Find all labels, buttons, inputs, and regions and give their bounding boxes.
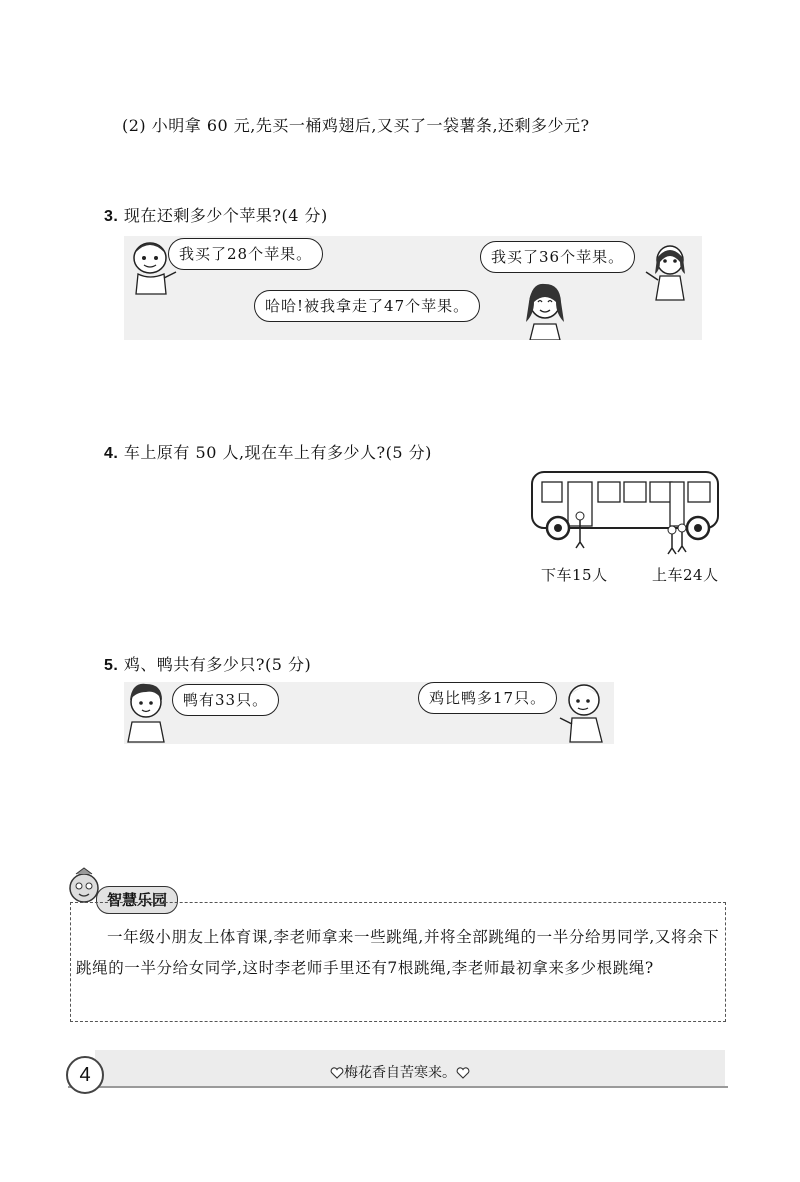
question-3-text: 现在还剩多少个苹果?(4 分) bbox=[118, 206, 328, 225]
motto-text: 梅花香自苦寒来。 bbox=[344, 1065, 456, 1081]
smiling-girl-icon bbox=[518, 280, 572, 340]
page-number: 4 bbox=[66, 1056, 104, 1094]
footer-line bbox=[68, 1086, 728, 1088]
bus-label-off: 下车15人 bbox=[541, 566, 608, 584]
pointing-boy-icon bbox=[556, 678, 612, 744]
bus-label-on: 上车24人 bbox=[652, 566, 719, 584]
heart-icon bbox=[456, 1067, 470, 1079]
question-4 bbox=[104, 440, 432, 463]
question-3 bbox=[104, 203, 328, 226]
question-5 bbox=[104, 652, 311, 675]
question-5-text: 鸡、鸭共有多少只?(5 分) bbox=[118, 655, 312, 674]
question-4-text: 车上原有 50 人,现在车上有多少人?(5 分) bbox=[118, 443, 432, 462]
wisdom-text: 一年级小朋友上体育课,李老师拿来一些跳绳,并将全部跳绳的一半分给男同学,又将余下跳绳的一半分给女同学,这时李老师手里还有7根跳绳,李老师最初拿来多少根跳绳? bbox=[76, 928, 720, 977]
question-3-number: 3. bbox=[104, 208, 119, 225]
bus-icon bbox=[528, 468, 724, 556]
footer-motto bbox=[0, 1062, 800, 1082]
wisdom-title: 智慧乐园 bbox=[96, 886, 178, 914]
heart-icon bbox=[330, 1067, 344, 1079]
question-5-number: 5. bbox=[104, 657, 119, 674]
question-2-sub: (2) 小明拿 60 元,先买一桶鸡翅后,又买了一袋薯条,还剩多少元? bbox=[122, 116, 590, 135]
question-4-number: 4. bbox=[104, 445, 119, 462]
speech-bubble-chicken: 鸡比鸭多17只。 bbox=[418, 682, 557, 714]
thinking-girl-icon bbox=[118, 678, 174, 744]
girl-figure-icon bbox=[640, 240, 696, 302]
speech-bubble-girl-right: 我买了36个苹果。 bbox=[480, 241, 635, 273]
speech-bubble-boy: 我买了28个苹果。 bbox=[168, 238, 323, 270]
speech-bubble-girl-center: 哈哈!被我拿走了47个苹果。 bbox=[254, 290, 480, 322]
speech-bubble-duck: 鸭有33只。 bbox=[172, 684, 279, 716]
